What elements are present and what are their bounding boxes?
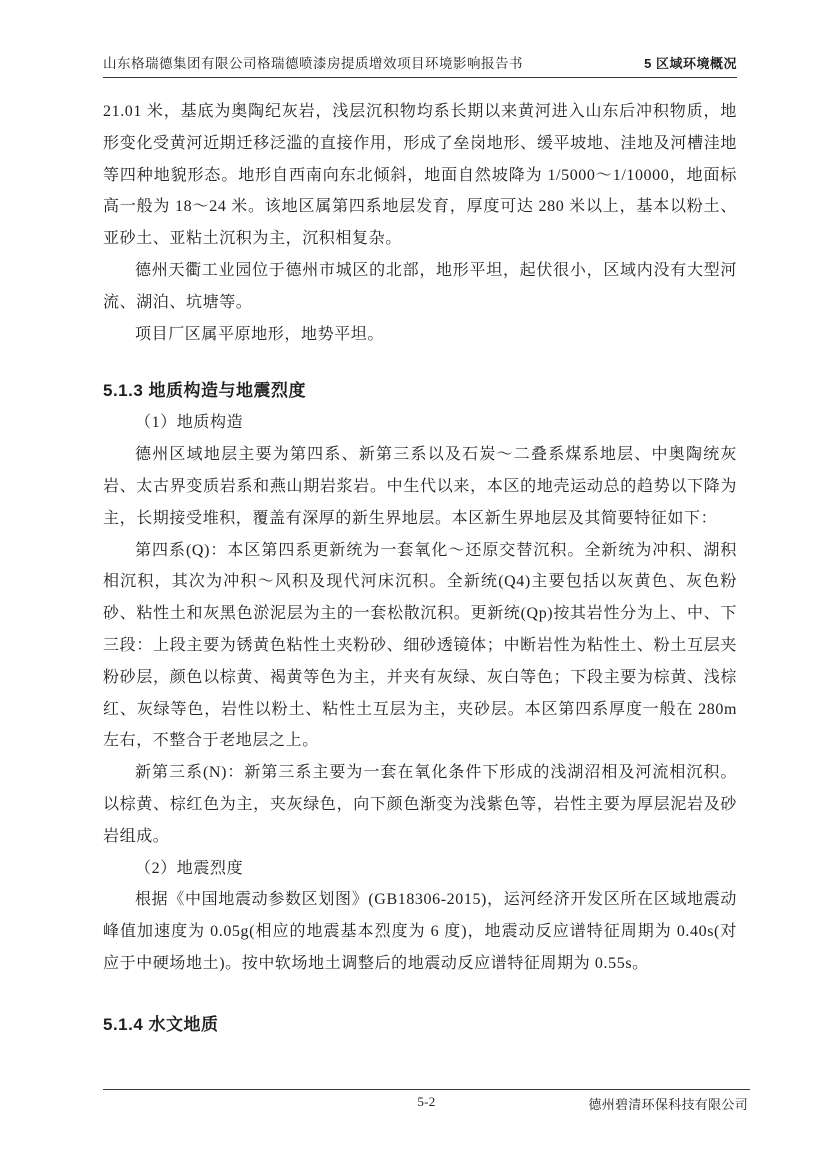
paragraph-industrial-park: 德州天衢工业园位于德州市城区的北部，地形平坦，起伏很小，区域内没有大型河流、湖泊、坑塘等。: [103, 261, 737, 311]
header-chapter-label: 5 区域环境概况: [644, 56, 737, 71]
page-footer: [103, 1089, 750, 1110]
paragraph-geomorphology: 21.01 米，基底为奥陶纪灰岩，浅层沉积物均系长期以来黄河进入山东后冲积物质，地形变化受黄河近期迁移泛滥的直接作用，形成了垒岗地形、缓平坡地、洼地及河槽洼地等四种地貌形态。地形自西南向东北倾斜，地面自然坡降为 1/5000～1/10000，地面标高一般为 18～24 米。该地区属第四系地层发育，厚度可达 280 米以上，基本以粉土、亚砂土、亚粘土沉积为主，沉积相复杂。: [103, 103, 737, 248]
header-report-title: 山东格瑞德集团有限公司格瑞德喷漆房提质增效项目环境影响报告书: [103, 56, 523, 71]
paragraph-neogene-system: 新第三系(N)：新第三系主要为一套在氧化条件下形成的浅湖沼相及河流相沉积。以棕黄、棕红色为主，夹灰绿色，向下颜色渐变为浅紫色等，岩性主要为厚层泥岩及砂岩组成。: [103, 764, 737, 845]
section-heading-5-1-3: 5.1.3 地质构造与地震烈度: [103, 381, 307, 401]
page-header: [103, 52, 737, 78]
subheading-geology-structure: （1）地质构造: [135, 414, 244, 432]
paragraph-regional-strata: 德州区域地层主要为第四系、新第三系以及石炭～二叠系煤系地层、中奥陶统灰岩、太古界变质岩系和燕山期岩浆岩。中生代以来，本区的地壳运动总的趋势以下降为主，长期接受堆积，覆盖有深厚的新生界地层。本区新生界地层及其简要特征如下：: [103, 446, 737, 527]
subheading-seismic-intensity: （2）地震烈度: [135, 859, 244, 877]
paragraph-seismic-parameters: 根据《中国地震动参数区划图》(GB18306-2015)，运河经济开发区所在区域地震动峰值加速度为 0.05g(相应的地震基本烈度为 6 度)，地震动反应谱特征周期为 0.40s(对应于中硬场地土)。按中软场地土调整后的地震动反应谱特征周期为 0.55s。: [103, 891, 737, 972]
section-heading-5-1-4: 5.1.4 水文地质: [103, 1014, 219, 1034]
footer-company-name: 德州碧清环保科技有限公司: [588, 1097, 748, 1112]
page-number: 5-2: [417, 1094, 436, 1109]
paragraph-quaternary-system: 第四系(Q)：本区第四系更新统为一套氧化～还原交替沉积。全新统为冲积、湖积相沉积，其次为冲积～风积及现代河床沉积。全新统(Q4)主要包括以灰黄色、灰色粉砂、粘性土和灰黑色淤泥层为主的一套松散沉积。更新统(Qp)按其岩性分为上、中、下 三段：上段主要为锈黄色粘性土夹粉砂、细砂透镜体；中断岩性为粘性土、粉土互层夹粉砂层，颜色以棕黄、褐黄等色为主，并夹有灰绿、灰白等色；下段主要为棕黄、浅棕红、灰绿等色，岩性以粉土、粘性土互层为主，夹砂层。本区第四系厚度一般在 280m 左右，不整合于老地层之上。: [103, 541, 737, 750]
document-body: [103, 96, 737, 1041]
paragraph-site-terrain: 项目厂区属平原地形，地势平坦。: [135, 325, 385, 343]
